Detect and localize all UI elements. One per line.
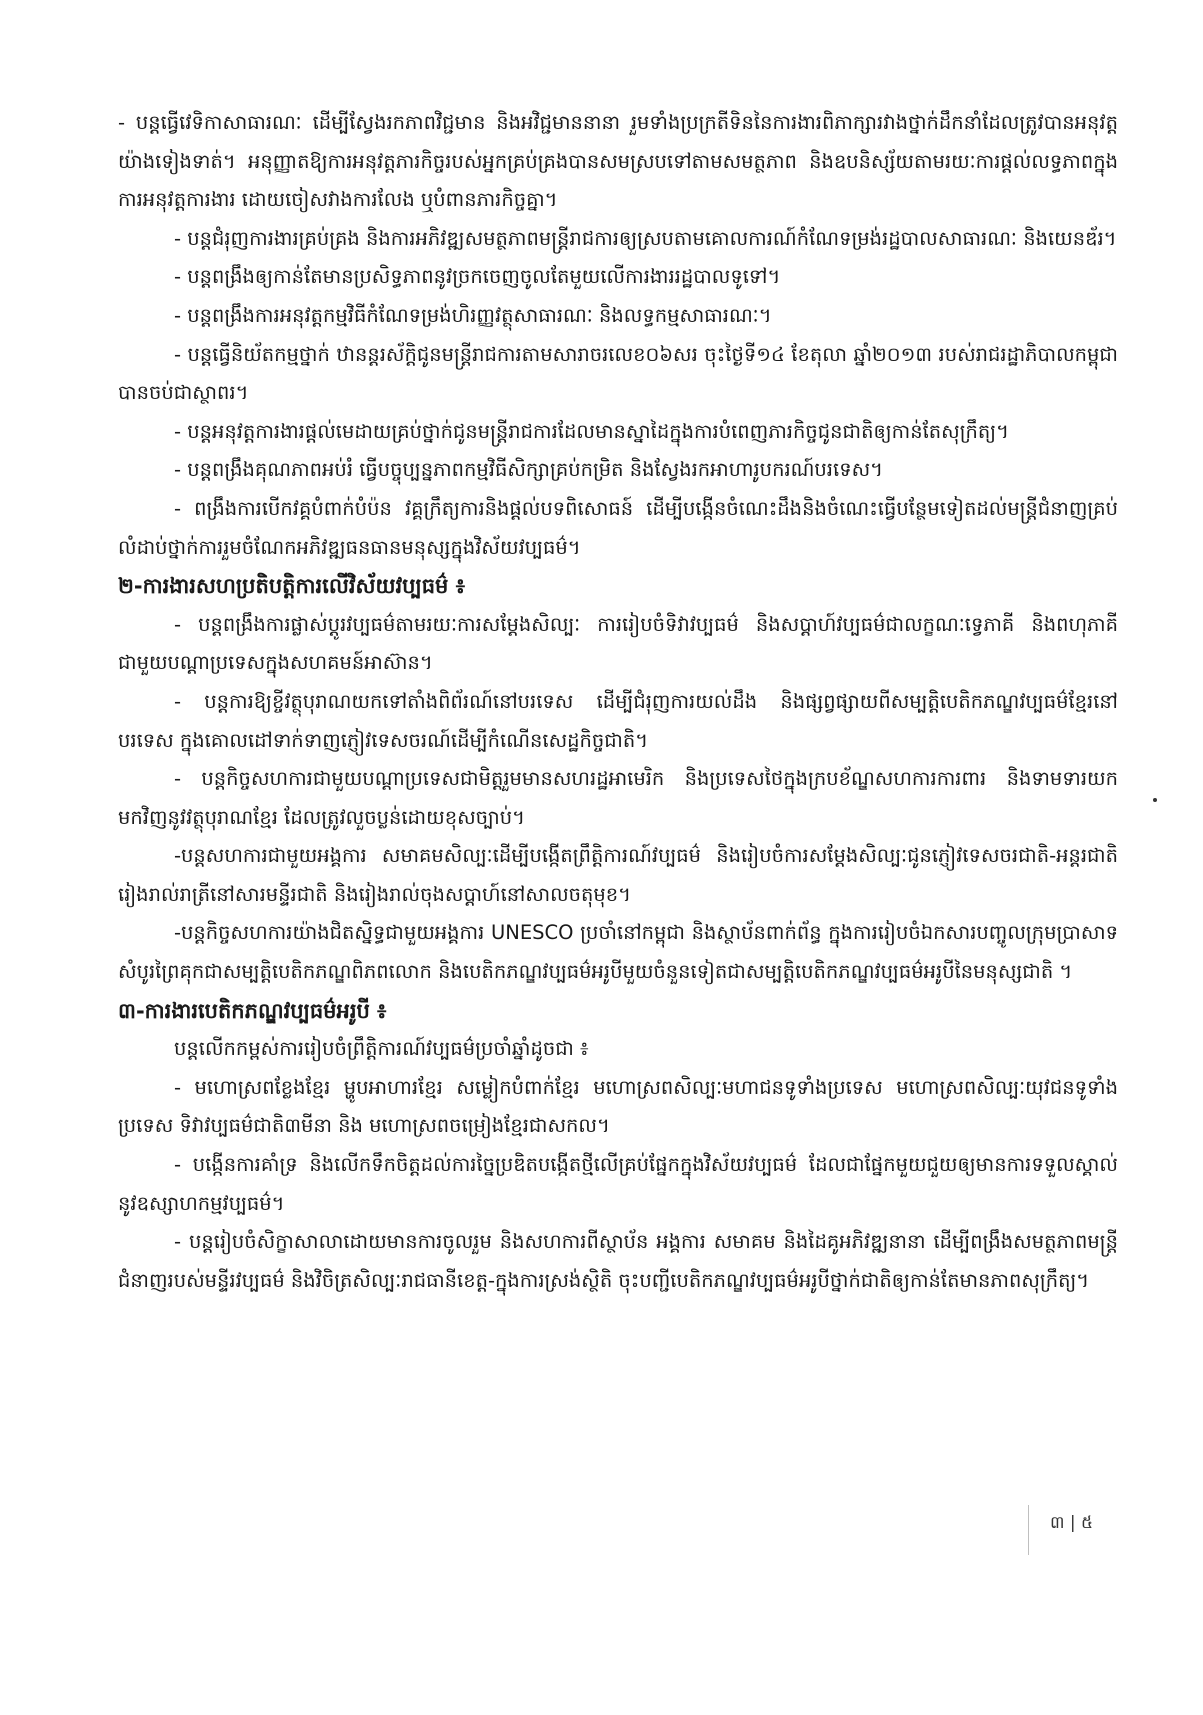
paragraph: - បន្តការឱ្យខ្ចីវត្ថុបុរាណយកទៅតាំងពិព័រណ៍នៅបរទេស ដើម្បីជំរុញការយល់ដឹង និងផ្សព្វផ្សាយពីសម្បត្តិបេតិកភណ្ឌវប្បធម៌ខ្មែរនៅបរទេស ក្នុងគោលដៅទាក់ទាញភ្ញៀវទេសចរណ៍ដើម្បីកំណើនសេដ្ឋកិច្ចជាតិ។: [118, 689, 1118, 752]
section-heading: ២-ការងារសហប្រតិបត្តិការលើវិស័យវប្បធម៌ ៖: [118, 574, 465, 599]
footer-divider: [1028, 1505, 1029, 1555]
paragraph: - បន្តរៀបចំសិក្ខាសាលាដោយមានការចូលរួម និងសហការពីស្ថាប័ន អង្គការ សមាគម និងដៃគូអភិវឌ្ឍនានា ដើម្បីពង្រឹងសមត្ថភាពមន្ត្រីជំនាញរបស់មន្ទីរវប្បធម៌ និងវិចិត្រសិល្បៈរាជធានីខេត្ត-ក្នុងការស្រង់ស្ថិតិ ចុះបញ្ជីបេតិកភណ្ឌវប្បធម៌អរូបីថ្នាក់ជាតិឲ្យកាន់តែមានភាពសុក្រឹត្យ។: [118, 1230, 1118, 1292]
section-heading: ៣-ការងារបេតិកភណ្ឌវប្បធម៌អរូបី ៖: [118, 998, 387, 1023]
margin-mark: [1153, 798, 1157, 802]
paragraph: - បន្តពង្រឹងឲ្យកាន់តែមានប្រសិទ្ធភាពនូវច្រកចេញចូលតែមួយលើការងាររដ្ឋបាលទូទៅ។: [174, 265, 781, 289]
paragraph: - បន្តពង្រឹងការផ្លាស់ប្តូរវប្បធម៌តាមរយៈការសម្តែងសិល្បៈ ការរៀបចំទិវាវប្បធម៌ និងសប្តាហ៍វប្បធម៌ជាលក្ខណៈទ្វេភាគី និងពហុភាគីជាមួយបណ្តាប្រទេសក្នុងសហគមន៍អាស៊ាន។: [118, 612, 1118, 675]
paragraph: - បន្តអនុវត្តការងារផ្តល់មេដាយគ្រប់ថ្នាក់ជូនមន្ត្រីរាជការដែលមានស្នាដៃក្នុងការបំពេញភារកិច្ចជូនជាតិឲ្យកាន់តែសុក្រឹត្យ។: [174, 419, 1009, 443]
paragraph: -បន្តកិច្ចសហការយ៉ាងជិតស្និទ្ធជាមួយអង្គការ UNESCO ប្រចាំនៅកម្ពុជា និងស្ថាប័នពាក់ព័ន្ធ ក្នុងការរៀបចំឯកសារបញ្ចូលក្រុមប្រាសាទសំបូរព្រៃគុកជាសម្បត្តិបេតិកភណ្ឌពិភពលោក និងបេតិកភណ្ឌវប្បធម៌អរូបីមួយចំនួនទៀតជាសម្បត្តិបេតិកភណ្ឌវប្បធម៌អរូបីនៃមនុស្សជាតិ ។: [118, 921, 1118, 984]
paragraph: - បន្តធ្វើវេទិកាសាធារណៈ ដើម្បីស្វែងរកភាពវិជ្ជមាន និងអវិជ្ជមាននានា រួមទាំងប្រក្រតីទិននៃការងារពិភាក្សារវាងថ្នាក់ដឹកនាំដែលត្រូវបានអនុវត្តយ៉ាងទៀងទាត់។ អនុញ្ញាតឱ្យការអនុវត្តភារកិច្ចរបស់អ្នកគ្រប់គ្រងបានសមស្របទៅតាមសមត្ថភាព និងឧបនិស្ស័យតាមរយៈការផ្តល់លទ្ធភាពក្នុងការអនុវត្តការងារ ដោយចៀសវាងការលែង ឬបំពានភារកិច្ចគ្នា។: [118, 111, 1118, 212]
paragraph: - បន្តកិច្ចសហការជាមួយបណ្តាប្រទេសជាមិត្តរួមមានសហរដ្ឋអាមេរិក និងប្រទេសថៃក្នុងក្របខ័ណ្ឌសហការការពារ និងទាមទារយកមកវិញនូវវត្ថុបុរាណខ្មែរ ដែលត្រូវលួចប្លន់ដោយខុសច្បាប់។: [118, 767, 1118, 829]
paragraph: - ពង្រឹងការបើកវគ្គបំពាក់បំប៉ន វគ្គក្រឹត្យការនិងផ្តល់បទពិសោធន៍ ដើម្បីបង្កើនចំណេះដឹងនិងចំណេះធ្វើបន្ថែមទៀតដល់មន្ត្រីជំនាញគ្រប់លំដាប់ថ្នាក់ការរួមចំណែកអភិវឌ្ឍធនធានមនុស្សក្នុងវិស័យវប្បធម៌។: [118, 496, 1118, 559]
paragraph: - បន្តធ្វើនិយ័តកម្មថ្នាក់ ឋានន្តរស័ក្តិជូនមន្ត្រីរាជការតាមសារាចរលេខ០៦សរ ចុះថ្ងៃទី១៤ ខែតុលា ឆ្នាំ២០១៣ របស់រាជរដ្ឋាភិបាលកម្ពុជាបានចប់ជាស្ថាពរ។: [118, 342, 1118, 405]
page-number: ៣ | ៥: [1050, 1513, 1094, 1533]
paragraph: បន្តលើកកម្ពស់ការរៀបចំព្រឹត្តិការណ៍វប្បធម៌ប្រចាំឆ្នាំដូចជា ៖: [174, 1037, 589, 1061]
document-body: [118, 104, 1118, 1300]
paragraph: - មហោស្រពខ្លែងខ្មែរ ម្ហូបអាហារខ្មែរ សម្លៀកបំពាក់ខ្មែរ មហោស្រពសិល្បៈមហាជនទូទាំងប្រទេស មហោស្រពសិល្បៈយុវជនទូទាំងប្រទេស ទិវាវប្បធម៌ជាតិ៣មីនា និង មហោស្រពចម្រៀងខ្មែរជាសកល។: [118, 1075, 1118, 1138]
paragraph: - បង្កើនការគាំទ្រ និងលើកទឹកចិត្តដល់ការច្នៃប្រឌិតបង្កើតថ្មីលើគ្រប់ផ្នែកក្នុងវិស័យវប្បធម៌ ដែលជាផ្នែកមួយជួយឲ្យមានការទទួលស្គាល់នូវឧស្សាហកម្មវប្បធម៌។: [118, 1153, 1118, 1215]
paragraph: - បន្តពង្រឹងការអនុវត្តកម្មវិធីកំណែទម្រង់ហិរញ្ញវត្ថុសាធារណៈ និងលទ្ធកម្មសាធារណៈ។: [174, 303, 772, 327]
paragraph: - បន្តពង្រឹងគុណភាពអប់រំ ធ្វើបច្ចុប្បន្នភាពកម្មវិធីសិក្សាគ្រប់កម្រិត និងស្វែងរកអាហារូបករណ៍បរទេស។: [174, 458, 883, 482]
paragraph: - បន្តជំរុញការងារគ្រប់គ្រង និងការអភិវឌ្ឍសមត្ថភាពមន្ត្រីរាជការឲ្យស្របតាមគោលការណ៍កំណែទម្រង់រដ្ឋបាលសាធារណៈ និងយេនឌ័រ។: [174, 226, 1117, 250]
paragraph: -បន្តសហការជាមួយអង្គការ សមាគមសិល្បៈដើម្បីបង្កើតព្រឹត្តិការណ៍វប្បធម៌ និងរៀបចំការសម្តែងសិល្បៈជូនភ្ញៀវទេសចរជាតិ-អន្តរជាតិរៀងរាល់រាត្រីនៅសារមន្ទីរជាតិ និងរៀងរាល់ចុងសប្តាហ៍នៅសាលចតុមុខ។: [118, 844, 1118, 906]
